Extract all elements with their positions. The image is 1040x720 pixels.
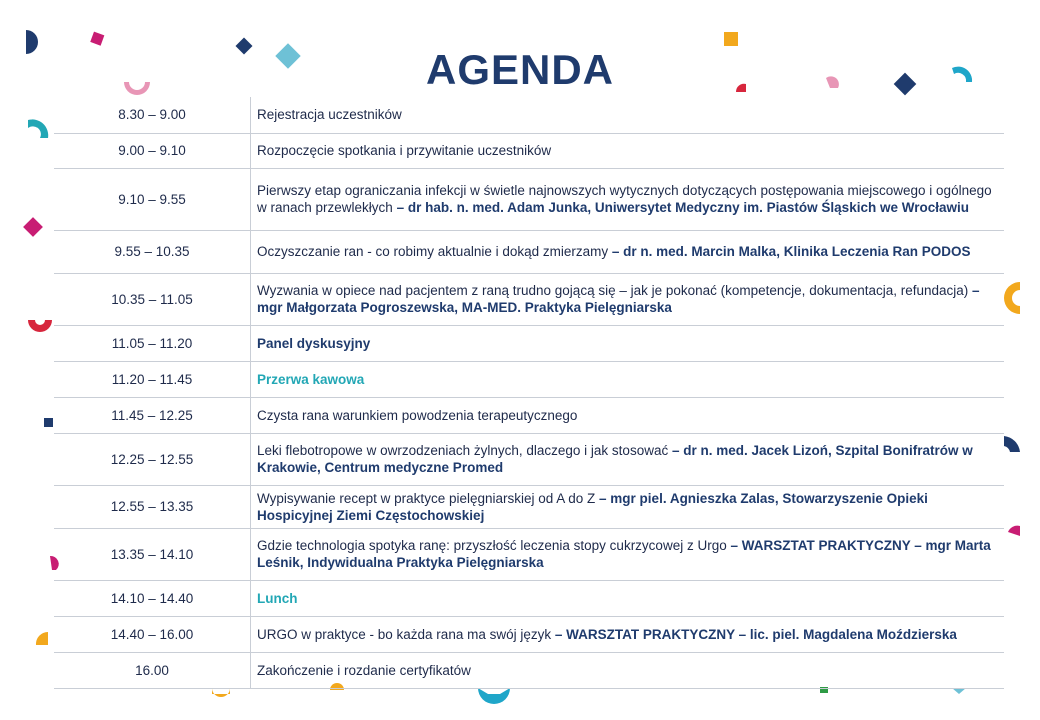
agenda-time: 9.55 – 10.35 (54, 230, 251, 273)
confetti-shape (23, 217, 43, 237)
agenda-topic: Zakończenie i rozdanie certyfikatów (257, 662, 471, 678)
agenda-topic: URGO w praktyce - bo każda rana ma swój język (257, 626, 555, 642)
agenda-row (54, 652, 1004, 688)
agenda-row (54, 433, 1004, 485)
agenda-time: 14.10 – 14.40 (54, 580, 251, 616)
agenda-description (251, 97, 1005, 133)
agenda-break: Lunch (257, 590, 298, 606)
agenda-time: 8.30 – 9.00 (54, 97, 251, 133)
agenda-row (54, 97, 1004, 133)
agenda-description (251, 361, 1005, 397)
agenda-speaker: – dr n. med. Marcin Malka, Klinika Leczenia Ran PODOS (611, 244, 971, 259)
agenda-speaker: – dr hab. n. med. Adam Junka, Uniwersytet Medyczny im. Piastów Śląskich we Wrocławiu (396, 200, 969, 215)
agenda-description (251, 397, 1005, 433)
agenda-description (251, 485, 1005, 528)
agenda-time: 10.35 – 11.05 (54, 273, 251, 325)
agenda-speaker: – dr n. med. Jacek Lizoń, Szpital Bonifratrów w Krakowie, Centrum medyczne Promed (257, 443, 973, 475)
agenda-row (54, 580, 1004, 616)
confetti-shape (28, 119, 48, 138)
confetti-shape (1004, 436, 1020, 452)
agenda-description (251, 273, 1005, 325)
confetti-shape (212, 688, 230, 697)
agenda-description (251, 528, 1005, 580)
agenda-topic: Wypisywanie recept w praktyce pielęgniarskiej od A do Z (257, 490, 600, 506)
agenda-topic: Wyzwania w opiece nad pacjentem z raną trudno gojącą się – jak je pokonać (kompetencje, dokumentacja, refundacja) (257, 283, 973, 298)
agenda-description (251, 168, 1005, 230)
agenda-speaker: – mgr Małgorzata Pogroszewska, MA-MED. Praktyka Pielęgniarska (257, 283, 980, 315)
agenda-row (54, 230, 1004, 273)
agenda-table (54, 97, 1004, 689)
agenda-time: 12.25 – 12.55 (54, 433, 251, 485)
agenda-speaker: – WARSZTAT PRAKTYCZNY – mgr Marta Leśnik, Indywidualna Praktyka Pielęgniarska (257, 538, 991, 570)
agenda-topic: Oczyszczanie ran - co robimy aktualnie i dokąd zmierzamy (257, 244, 612, 259)
confetti-shape (90, 32, 104, 46)
agenda-time: 13.35 – 14.10 (54, 528, 251, 580)
confetti-shape (478, 688, 510, 704)
confetti-shape (1004, 282, 1020, 314)
agenda-row (54, 528, 1004, 580)
confetti-shape (44, 418, 53, 427)
agenda-speaker: – WARSZTAT PRAKTYCZNY – lic. piel. Magdalena Moździerska (554, 626, 957, 642)
agenda-row (54, 325, 1004, 361)
agenda-topic: Gdzie technologia spotyka ranę: przyszłość leczenia stopy cukrzycowej z Urgo (257, 538, 731, 553)
agenda-time: 9.10 – 9.55 (54, 168, 251, 230)
agenda-speaker: – mgr piel. Agnieszka Zalas, Stowarzyszenie Opieki Hospicyjnej Ziemi Częstochowskiej (257, 490, 928, 523)
agenda-time: 12.55 – 13.35 (54, 485, 251, 528)
agenda-topic: Leki flebotropowe w owrzodzeniach żylnych, dlaczego i jak stosować (257, 443, 672, 458)
agenda-speaker: Panel dyskusyjny (257, 335, 371, 351)
agenda-description (251, 580, 1005, 616)
agenda-description (251, 652, 1005, 688)
confetti-shape (952, 688, 966, 694)
agenda-time: 11.05 – 11.20 (54, 325, 251, 361)
agenda-topic: Rejestracja uczestników (257, 107, 402, 123)
confetti-shape (1008, 526, 1020, 536)
agenda-time: 16.00 (54, 652, 251, 688)
agenda-break: Przerwa kawowa (257, 371, 365, 387)
agenda-time: 11.20 – 11.45 (54, 361, 251, 397)
agenda-row (54, 616, 1004, 652)
confetti-shape (724, 32, 738, 46)
agenda-topic: Czysta rana warunkiem powodzenia terapeutycznego (257, 407, 578, 423)
agenda-row (54, 273, 1004, 325)
agenda-row (54, 361, 1004, 397)
agenda-topic: Pierwszy etap ograniczania infekcji w świetle najnowszych wytycznych dotyczących postępowania miejscowego i ogólnego w ranach przewlekłych (257, 183, 992, 215)
confetti-shape (36, 632, 48, 645)
agenda-row (54, 168, 1004, 230)
agenda-description (251, 325, 1005, 361)
agenda-row (54, 485, 1004, 528)
page-title: AGENDA (425, 46, 614, 93)
confetti-shape (28, 320, 52, 332)
agenda-description (251, 230, 1005, 273)
agenda-row (54, 133, 1004, 168)
agenda-topic: Rozpoczęcie spotkania i przywitanie uczestników (257, 143, 552, 158)
agenda-description (251, 133, 1005, 168)
agenda-time: 14.40 – 16.00 (54, 616, 251, 652)
agenda-time: 9.00 – 9.10 (54, 133, 251, 168)
agenda-description (251, 433, 1005, 485)
agenda-time: 11.45 – 12.25 (54, 397, 251, 433)
agenda-description (251, 616, 1005, 652)
agenda-row (54, 397, 1004, 433)
